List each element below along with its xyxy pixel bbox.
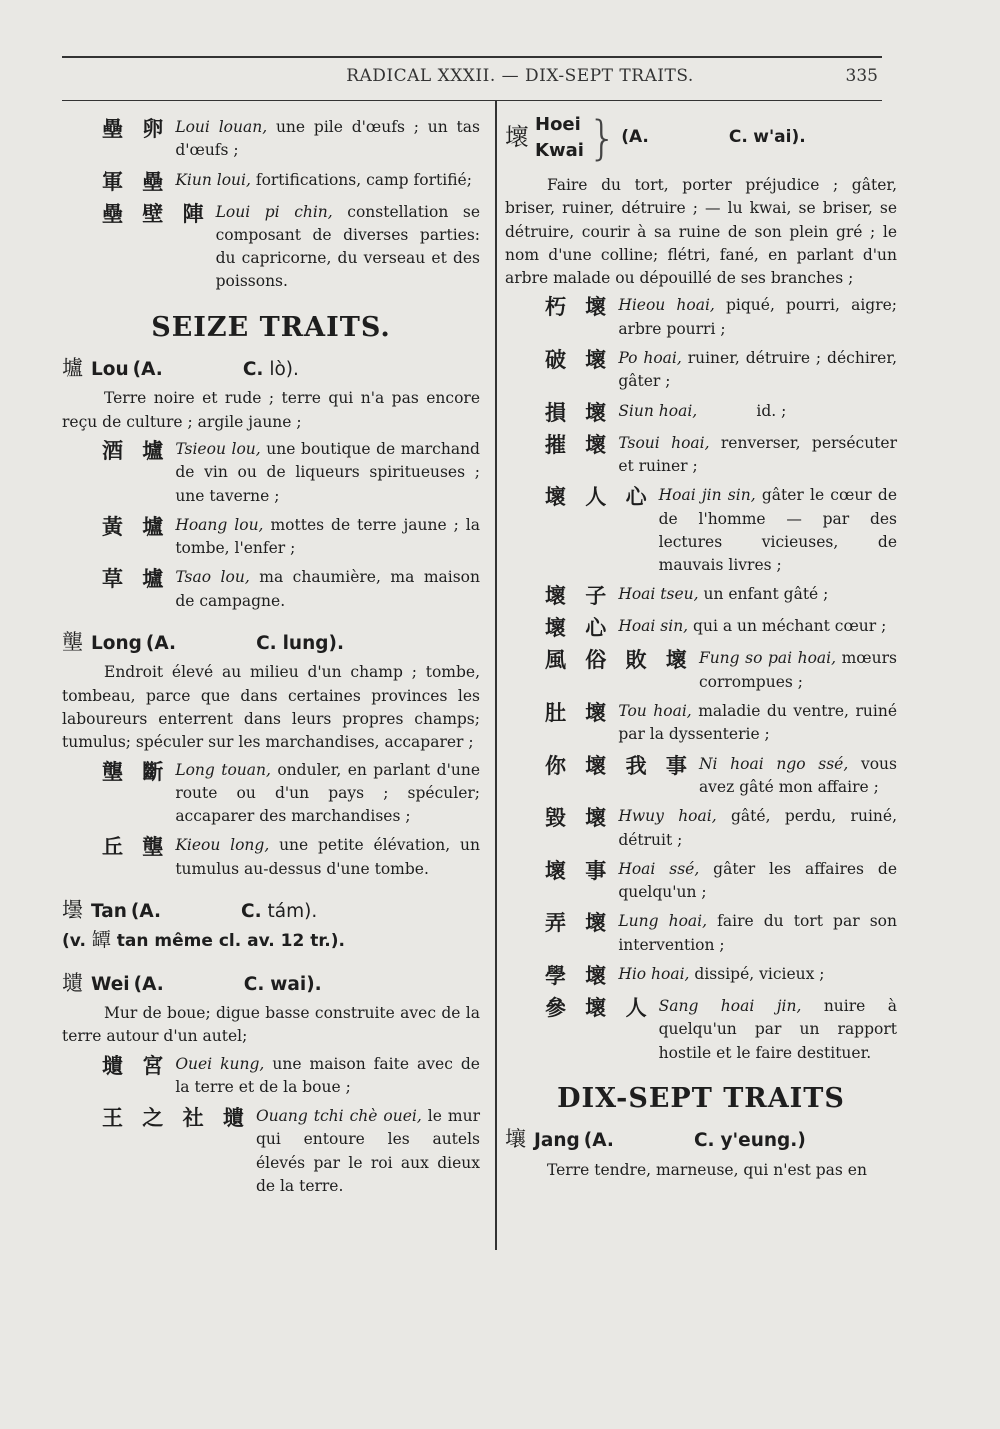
section-title-seize-traits: SEIZE TRAITS. [151,311,391,343]
chinese-characters: 你 壞 我 事 [545,753,693,778]
definition: nuire à quelqu'un par un rapport hostile et le faire destituer. [658,997,897,1062]
entry-sang-hoai-jin [505,995,897,1065]
entry-hoang-lou [62,514,480,561]
definition: une maison faite avec de la terre et de la boue ; [175,1054,480,1096]
romanization: Loui louan, [175,118,268,136]
definition: ruiner, détruire ; déchirer, gâter ; [618,349,897,391]
romanization: Ni hoai ngo ssé, [698,754,849,773]
entry-ni-hoai-ngo-sse [505,753,897,800]
annam-marker: (A. [133,973,164,995]
header-rule [62,100,882,101]
cantonese-label: C. [243,973,265,995]
definition: qui a un méchant cœur ; [688,617,887,636]
definition: le mur qui entoure les autels élevés par le roi aux dieux de la terre. [255,1107,480,1195]
romanization: Tsoui hoai, [618,433,710,452]
romanization: Hwuy hoai, [618,807,717,826]
chinese-characters: 毀 壞 [545,806,613,831]
chinese-characters: 朽 壞 [545,295,613,320]
headword-character: 壝 [62,970,83,995]
chinese-characters: 壘 卵 [102,117,170,141]
cantonese-label: C. [256,633,277,655]
entry-kiun-loui [62,169,480,195]
definition: gâter les affaires de quelqu'un ; [618,859,897,902]
column-divider [495,100,497,1250]
cantonese-reading: y'eung.) [720,1130,806,1152]
cantonese-reading: w'ai). [753,127,806,148]
romanization: Hoai tseu, [618,585,699,604]
entry-siun-hoai [505,400,897,426]
headword-name: Wei [91,973,130,995]
headword-character: 壚 [62,356,83,381]
cantonese-label: C. [241,901,262,923]
chinese-characters: 軍 壘 [102,169,170,194]
romanization: Ouei kung, [175,1054,265,1073]
headword-name: Tan [91,901,127,923]
entry-loui-pi-chin [62,201,480,294]
chinese-characters: 壞 子 [545,584,613,609]
romanization: Tsao lou, [175,568,250,587]
entry-hoai-sin [505,615,897,641]
entry-hio-hoai [505,963,897,989]
top-rule [62,56,882,58]
left-column [62,112,480,1204]
definition-wei: Mur de boue; digue basse construite avec de la terre autour d'un autel; [62,1003,480,1046]
cantonese-label: C. [693,1130,715,1152]
headword-wei [62,972,480,996]
definition: dissipé, vicieux ; [689,965,825,984]
headword-hoei [505,112,897,164]
entry-hieou-hoai [505,294,897,341]
romanization: Tsieou lou, [175,439,261,458]
reference-character: 罈 [91,929,111,952]
page-number: 335 [845,66,878,86]
definition: une boutique de marchand de vin ou de liqueurs spiritueuses ; une taverne ; [175,439,480,505]
entry-tou-hoai [505,700,897,747]
romanization: Hieou hoai, [618,296,715,315]
entry-loui-louan [62,116,480,163]
annam-marker: (A. [621,127,649,148]
definition: mottes de terre jaune ; la tombe, l'enfer ; [175,515,480,558]
romanization: Siun hoai, [618,401,698,420]
chinese-characters: 丘 壟 [102,835,170,860]
entry-ouei-kung [62,1053,480,1100]
definition: id. ; [697,401,787,420]
chinese-characters: 學 壞 [545,964,613,989]
romanization: Kieou long, [175,836,270,855]
definition: gâter le cœur de de l'homme — par des lectures vicieuses, de mauvais livres ; [658,486,897,575]
entry-ouang-tchi-che-ouei [62,1105,480,1198]
entry-tsao-lou [62,566,480,613]
chinese-characters: 風 俗 敗 壞 [545,648,693,673]
definition: maladie du ventre, ruiné par la dyssenterie ; [618,702,897,744]
chinese-characters: 壞 人 心 [545,485,653,510]
cantonese-reading: lung). [282,633,344,655]
entry-long-touan [62,759,480,829]
hoei-compound-list [505,294,897,1064]
definition: faire du tort par son intervention ; [618,912,897,954]
entry-po-hoai [505,347,897,394]
chinese-characters: 草 壚 [102,567,170,592]
cantonese-reading: lò). [269,359,299,381]
definition-jang: Terre tendre, marneuse, qui n'est pas en [547,1160,867,1179]
romanization: Lung hoai, [618,912,708,931]
chinese-characters: 破 壞 [545,348,613,373]
romanization: Po hoai, [618,349,682,368]
chinese-characters: 酒 壚 [102,438,170,463]
entry-fung-so-pai-hoai [505,647,897,694]
chinese-characters: 摧 壞 [545,432,613,457]
definition: onduler, en parlant d'une route ou d'un pays ; spéculer; accaparer des marchandises ; [175,760,481,826]
headword-lou [62,357,480,381]
definition-long: Endroit élevé au milieu d'un champ ; tombe, tombeau, parce que dans certaines provinces les laboureurs enterrent dans leurs propres champs; tumulus; spéculer sur les marchandises, accaparer ; [62,663,480,752]
entry-lung-hoai [505,910,897,957]
annam-marker: (A. [132,359,163,381]
definition: une pile d'œufs ; un tas d'œufs ; [175,118,480,160]
romanization: Tou hoai, [618,702,692,721]
headword-character: 壜 [62,898,83,923]
entry-tsieou-lou [62,438,480,508]
chinese-characters: 損 壞 [545,400,613,425]
section-title-dix-sept-traits: DIX-SEPT TRAITS [557,1082,845,1114]
entry-kieou-long [62,834,480,881]
headword-long [62,631,480,655]
definition-hoei: Faire du tort, porter préjudice ; gâter, briser, ruiner, détruire ; — lu kwai, se briser, se détruire, courir à sa ruine de son plein gré ; le nom d'une colline; flétri, fané, en parlant d'un arbre malade ou dépouillé de ses branches ; [505,176,897,288]
headword-character: 壟 [62,630,83,655]
annam-marker: (A. [583,1130,614,1152]
running-head: RADICAL XXXII. — DIX-SEPT TRAITS. [346,66,694,86]
definition: ma chaumière, ma maison de campagne. [175,568,480,610]
cantonese-reading: tám). [267,901,318,923]
romanization: Loui pi chin, [215,202,333,221]
chinese-characters: 弄 壞 [545,911,613,936]
chinese-characters: 王 之 社 壝 [102,1106,250,1131]
cantonese-label: C. [242,359,264,381]
entry-hwuy-hoai [505,805,897,852]
romanization: Hoai sin, [618,617,689,636]
headword-tan [62,899,480,923]
definition: vous avez gâté mon affaire ; [698,754,897,796]
definition: constellation se composant de diverses parties: du capricorne, du verseau et des poissons. [215,202,480,291]
headword-character: 壞 [505,123,529,152]
headword-name: Long [91,633,142,655]
cross-reference-note: (v. 罈 tan même cl. av. 12 tr.). [62,929,345,952]
romanization: Fung so pai hoai, [698,649,837,668]
romanization: Ouang tchi chè ouei, [255,1107,422,1126]
cantonese-label: C. [728,127,748,148]
definition: gâté, perdu, ruiné, détruit ; [618,807,897,849]
romanization: Long touan, [175,760,271,779]
entry-hoai-sse [505,858,897,905]
romanization: Sang hoai jin, [658,997,802,1016]
annam-marker: (A. [130,901,162,923]
entry-tsoui-hoai [505,432,897,479]
chinese-characters: 黃 壚 [102,514,170,539]
brace-icon: } [587,111,618,165]
chinese-characters: 壝 宮 [102,1053,170,1078]
chinese-characters: 壞 事 [545,858,613,883]
romanization: Hio hoai, [618,965,690,984]
definition: mœurs corrompues ; [698,649,897,691]
definition: un enfant gâté ; [698,585,829,604]
headword-name-kwai: Kwai [535,140,584,161]
chinese-characters: 參 壞 人 [545,996,653,1021]
chinese-characters: 壞 心 [545,616,613,641]
right-column [505,112,897,1186]
romanization: Hoang lou, [175,515,264,534]
romanization: Hoai jin sin, [658,486,756,505]
annam-marker: (A. [145,633,177,655]
headword-name: Jang [534,1130,580,1152]
entry-hoai-tseu [505,583,897,609]
chinese-characters: 壘 壁 陣 [102,201,210,226]
definition: fortifications, camp fortifié; [250,170,472,189]
headword-name: Lou [91,359,129,381]
romanization: Kiun loui, [175,170,251,189]
chinese-characters: 肚 壞 [545,701,613,726]
entry-hoai-jin-sin [505,484,897,577]
definition: renverser, persécuter et ruiner ; [618,433,898,475]
headword-character: 壤 [505,1127,526,1152]
cantonese-reading: wai). [270,973,322,995]
chinese-characters: 壟 斷 [102,759,170,784]
romanization: Hoai ssé, [618,859,700,878]
headword-jang [505,1128,897,1152]
definition: piqué, pourri, aigre; arbre pourri ; [618,296,897,338]
definition-lou: Terre noire et rude ; terre qui n'a pas encore reçu de culture ; argile jaune ; [62,389,480,431]
headword-name-hoei: Hoei [535,114,581,135]
definition: une petite élévation, un tumulus au-dessus d'une tombe. [175,836,480,878]
